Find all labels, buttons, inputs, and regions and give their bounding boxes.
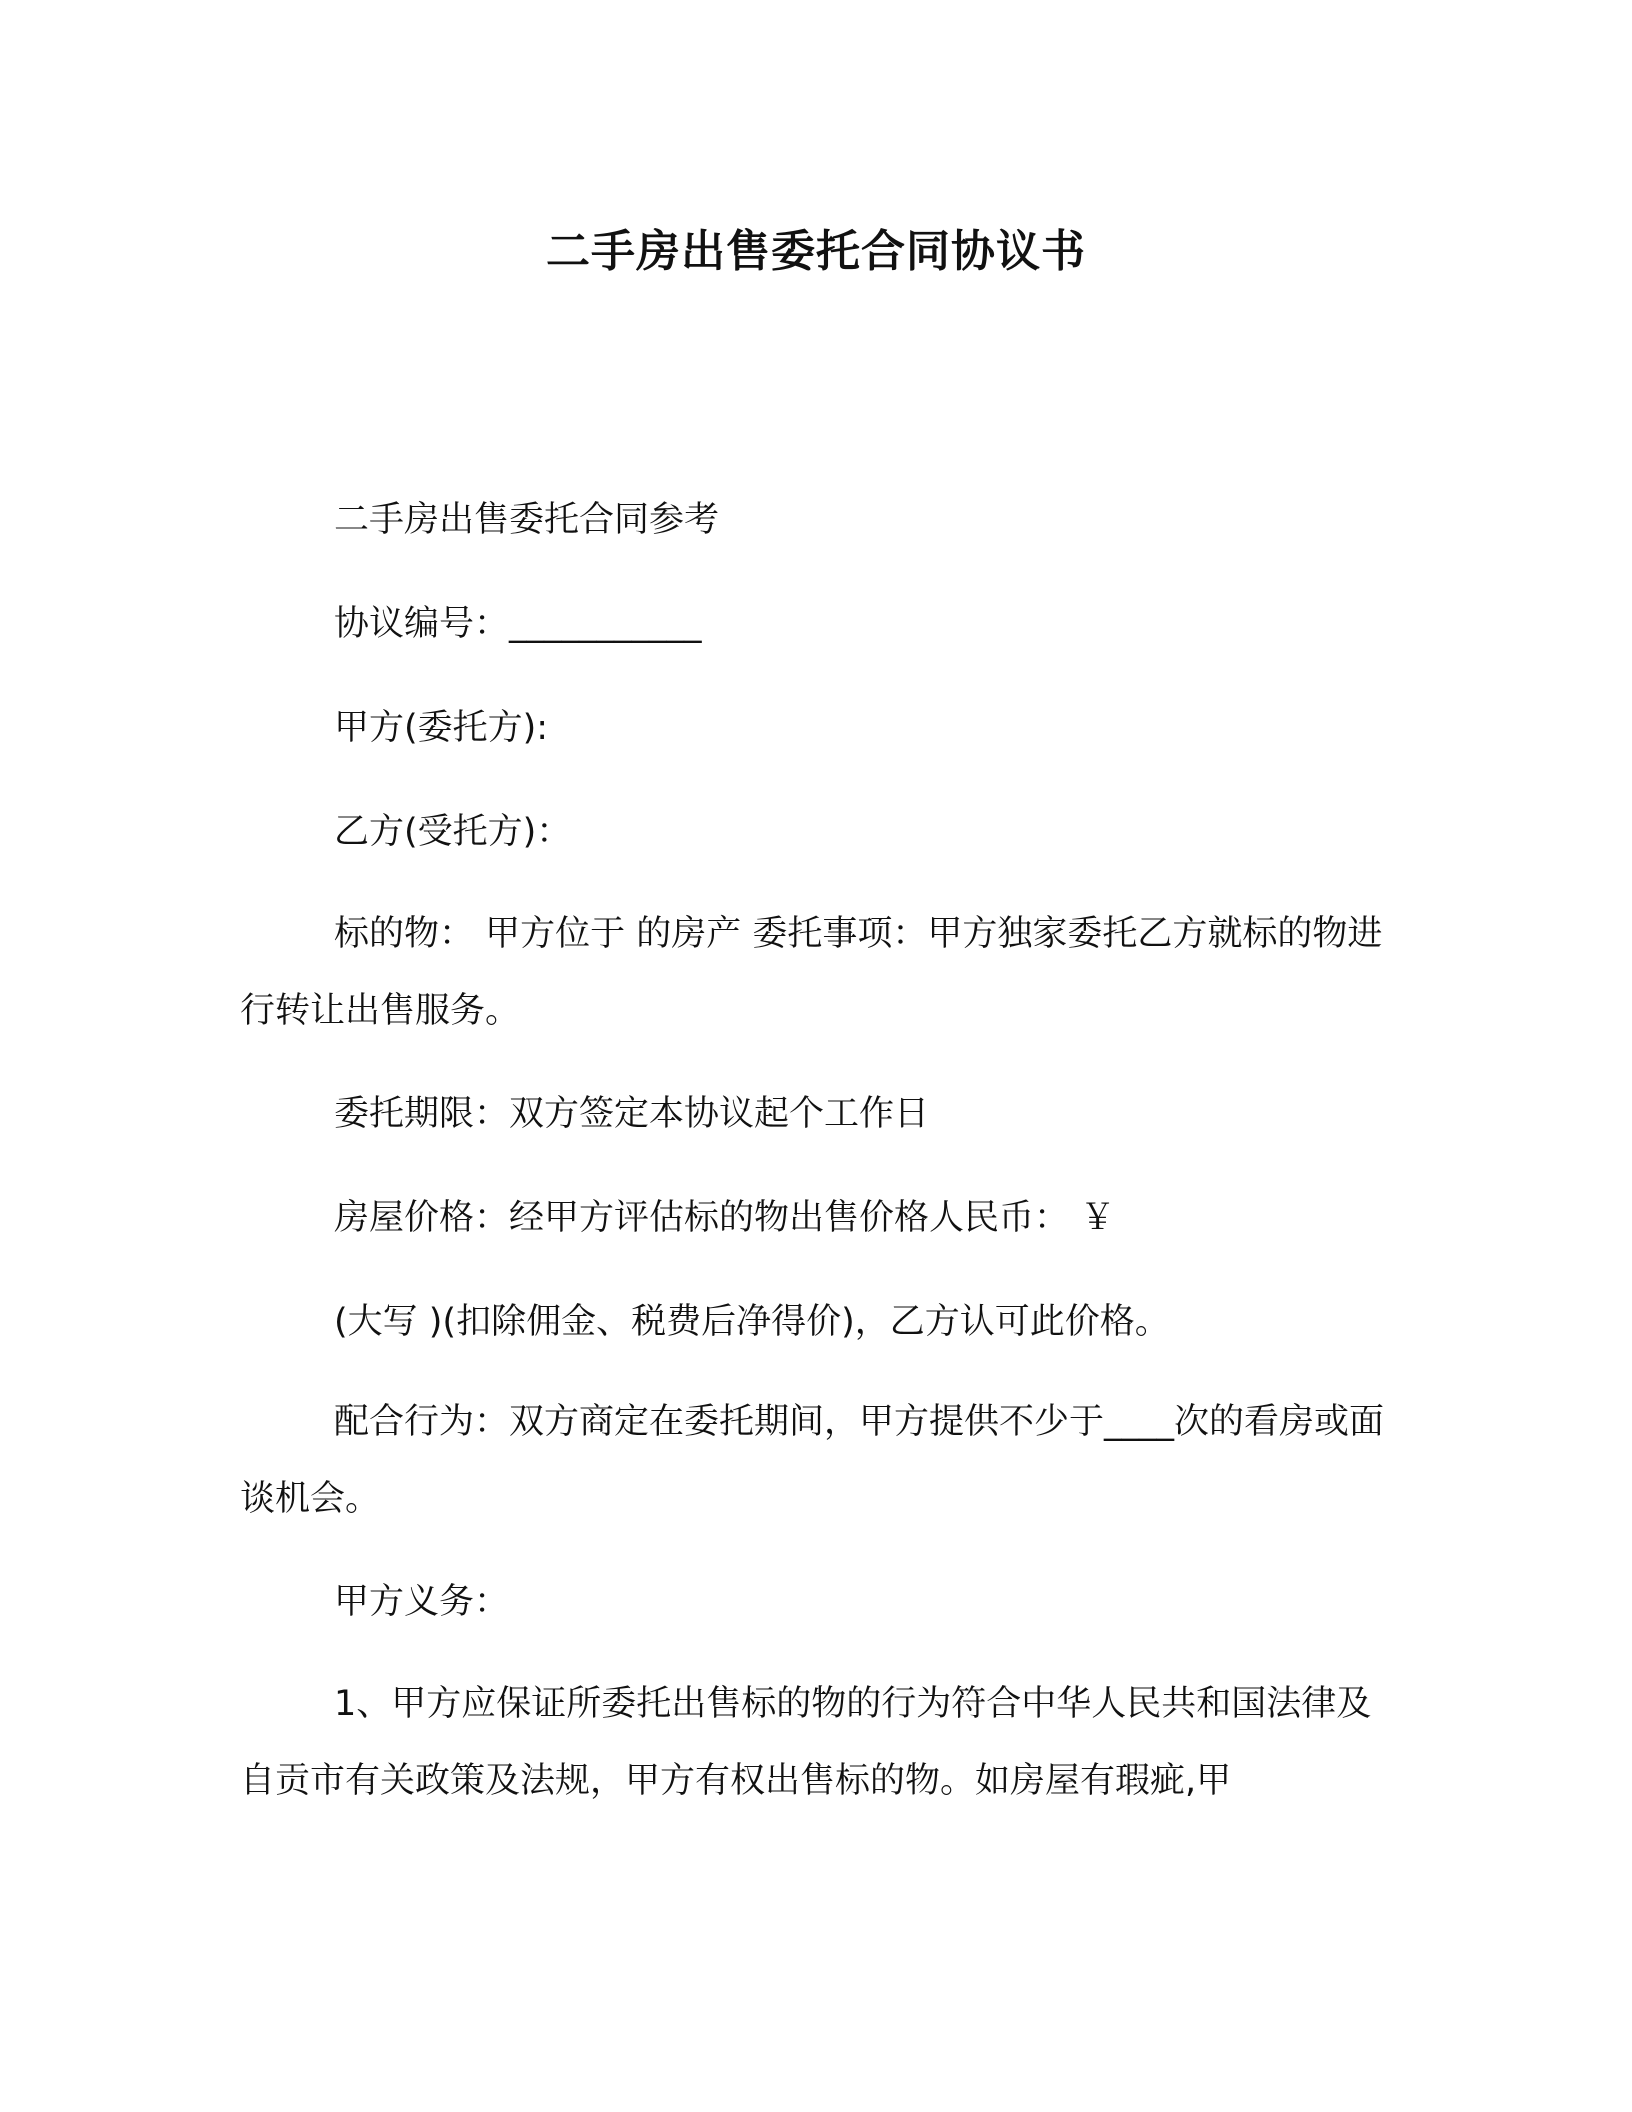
party-b-paragraph: 乙方(受托方)： [334, 812, 572, 852]
cooperation-paragraph: 配合行为：双方商定在委托期间，甲方提供不少于____次的看房或面谈机会。 [240, 1402, 1385, 1519]
agreement-number-paragraph: 协议编号：___________ [334, 604, 702, 644]
entrustment-period-paragraph: 委托期限：双方签定本协议起个工作日 [334, 1094, 930, 1134]
subtitle-paragraph: 二手房出售委托合同参考 [334, 500, 720, 540]
house-price-paragraph: 房屋价格：经甲方评估标的物出售价格人民币： ￥ [334, 1198, 1116, 1238]
subject-matter-paragraph: 标的物： 甲方位于 的房产 委托事项：甲方独家委托乙方就标的物进行转让出售服务。 [240, 914, 1383, 1031]
document-title: 二手房出售委托合同协议书 [546, 226, 1086, 277]
party-a-obligations-heading: 甲方义务： [334, 1582, 510, 1622]
price-capital-paragraph: (大写 )(扣除佣金、税费后净得价)，乙方认可此价格。 [334, 1302, 1170, 1342]
obligation-item-1: 1、甲方应保证所委托出售标的物的行为符合中华人民共和国法律及自贡市有关政策及法规，甲方有权出售标的物。如房屋有瑕疵,甲 [240, 1684, 1372, 1801]
party-a-paragraph: 甲方(委托方): [334, 708, 549, 748]
